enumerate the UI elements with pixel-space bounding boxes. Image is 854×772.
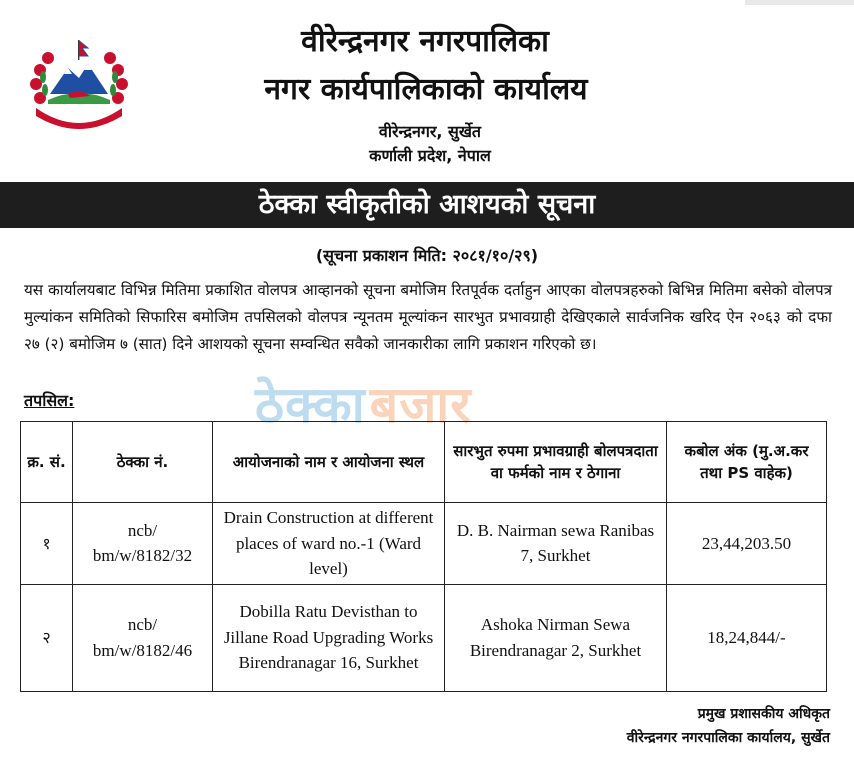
tapasil-label: तपसिल:: [24, 391, 75, 410]
cell-bidder: D. B. Nairman sewa Ranibas 7, Surkhet: [445, 503, 667, 585]
notice-body: यस कार्यालयबाट विभिन्न मितिमा प्रकाशित वोलपत्र आव्हानको सूचना बमोजिम रितपूर्वक दर्ताहुन आएका वोलपत्रहरुको बिभिन्न मितिमा बसेको वोलपत्र मुल्यांकन समितिको सिफारिस बमोजिम तपसिलको वोलपत्र न्यूनतम मूल्यांकन सारभुत प्रभावग्राही देखिएकाले सार्वजनिक खरिद ऐन २०६३ को दफा २७ (२) बमोजिम ७ (सात) दिने आशयको सूचना सम्वन्धित सवैको जानकारीका लागि प्रकाशन गरिएको छ।: [24, 281, 832, 353]
cell-project: Dobilla Ratu Devisthan to Jillane Road Upgrading Works Birendranagar 16, Surkhet: [213, 584, 445, 691]
office-name: नगर कार्यपालिकाको कार्यालय: [264, 72, 588, 107]
cell-sn: १: [21, 503, 73, 585]
publication-date: (सूचना प्रकाशन मिति: २०८१/१०/२९): [315, 246, 539, 265]
header-sn: क्र. सं.: [21, 422, 73, 503]
cell-project: Drain Construction at different places of ward no.-1 (Ward level): [213, 503, 445, 585]
cell-amount: 23,44,203.50: [667, 503, 827, 585]
cell-contract-no: ncb/ bm/w/8182/46: [73, 584, 213, 691]
contract-table: [20, 421, 827, 692]
signatory-office: वीरेन्द्रनगर नगरपालिका कार्यालय, सुर्खेत: [626, 730, 830, 746]
top-edge-line: [745, 0, 854, 5]
header-amount: कबोल अंक (मु.अ.कर तथा PS वाहेक): [667, 422, 827, 503]
org-name: वीरेन्द्रनगर नगरपालिका: [301, 24, 549, 59]
table-row: [21, 503, 827, 585]
table-row: [21, 584, 827, 691]
cell-contract-no: ncb/ bm/w/8182/32: [73, 503, 213, 585]
notice-title-banner: ठेक्का स्वीकृतीको आशयको सूचना: [0, 182, 854, 228]
emblem-caption: वीरेन्द्रनगर नगरपालिका: [52, 110, 106, 125]
cell-amount: 18,24,844/-: [667, 584, 827, 691]
header-contract-no: ठेक्का नं.: [73, 422, 213, 503]
header-bidder: सारभुत रुपमा प्रभावग्राही बोलपत्रदाता वा फर्मको नाम र ठेगाना: [445, 422, 667, 503]
watermark-part2: बजार: [369, 376, 472, 434]
cell-bidder: Ashoka Nirman Sewa Birendranagar 2, Surkhet: [445, 584, 667, 691]
signatory-designation: प्रमुख प्रशासकीय अधिकृत: [697, 706, 830, 722]
address-province: कर्णाली प्रदेश, नेपाल: [369, 146, 491, 165]
nepal-emblem-icon: [26, 38, 132, 130]
watermark-part1: ठेक्का: [255, 376, 366, 434]
address-city: वीरेन्द्रनगर, सुर्खेत: [378, 122, 482, 141]
cell-sn: २: [21, 584, 73, 691]
header-project: आयोजनाको नाम र आयोजना स्थल: [213, 422, 445, 503]
table-header-row: [21, 422, 827, 503]
